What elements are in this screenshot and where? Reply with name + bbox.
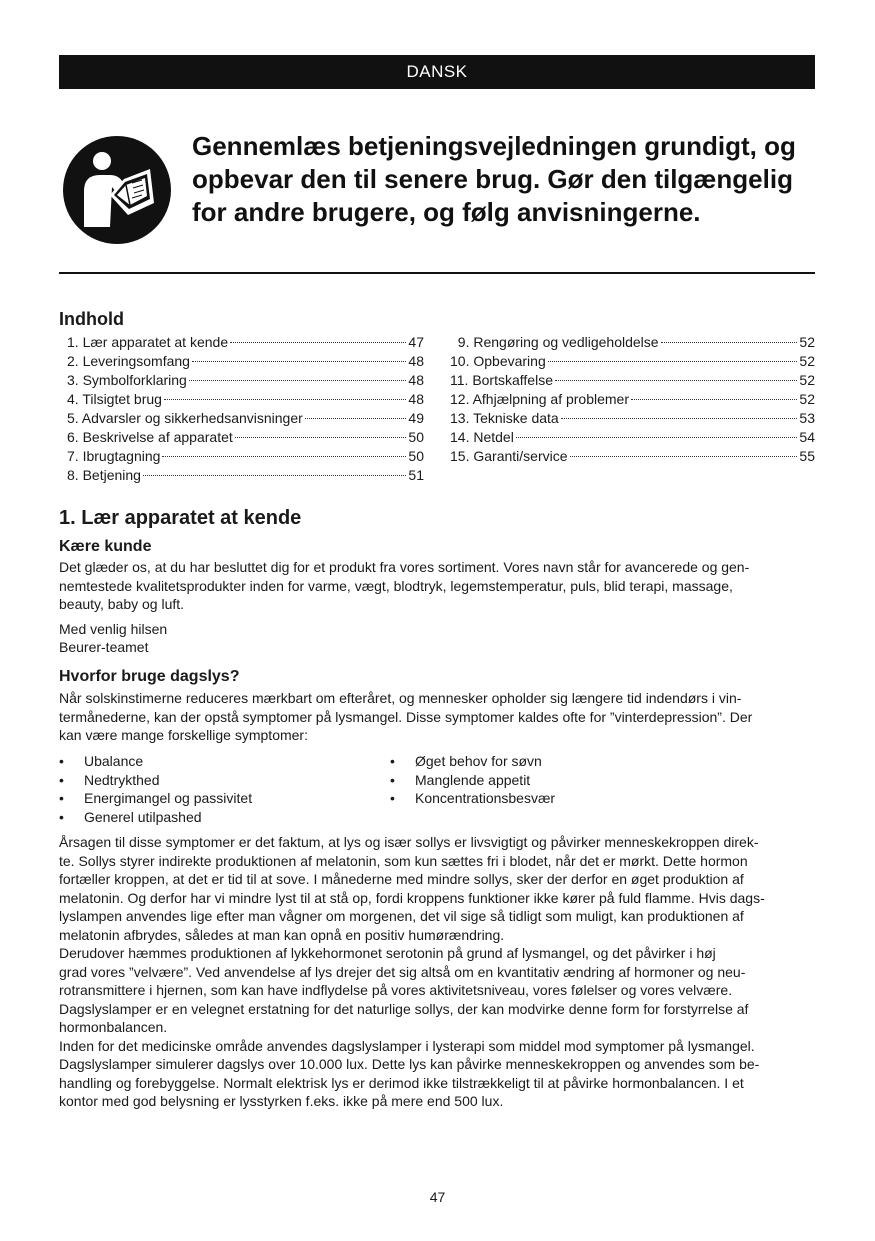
toc-entry-page: 48: [408, 353, 424, 369]
toc-title: Indhold: [59, 309, 124, 329]
toc-entry-page: 52: [799, 372, 815, 388]
bullet-marker: •: [390, 771, 395, 788]
toc-entry[interactable]: [67, 447, 424, 466]
intro-instruction: [192, 130, 822, 229]
toc-leader: [548, 361, 798, 362]
list-item: [390, 771, 555, 790]
symptom-list-right: [390, 752, 555, 808]
toc-entry[interactable]: [450, 447, 815, 466]
toc-entry-page: 50: [408, 429, 424, 445]
toc-entry-page: 53: [799, 410, 815, 426]
section-heading: 1. Lær apparatet at kende: [59, 507, 302, 529]
toc-entry-label: 10. Opbevaring: [450, 353, 546, 369]
bullet-marker: •: [390, 790, 395, 806]
toc-leader: [631, 399, 797, 400]
paragraph-line: termånederne, kan der opstå symptomer på lysmangel. Disse symptomer kaldes ofte for ”vinterdepression”. Der: [59, 708, 753, 725]
signature: Beurer-teamet: [59, 639, 149, 655]
list-item-text: Øget behov for søvn: [415, 753, 542, 769]
paragraph-line: beauty, baby og luft.: [59, 596, 185, 612]
paragraph-line: Det glæder os, at du har besluttet dig for et produkt fra vores sortiment. Vores navn står for avancerede og gen-: [59, 559, 750, 575]
intro-line: Gennemlæs betjeningsvejledningen grundigt, og: [192, 131, 796, 161]
list-item: [59, 789, 252, 808]
language-header-bar: [59, 55, 815, 89]
toc-entry[interactable]: [450, 333, 815, 352]
toc-entry-label: 5. Advarsler og sikkerhedsanvisninger: [67, 410, 303, 426]
paragraph-line: Inden for det medicinske område anvendes dagslyslamper i lysterapi som middel mod symptomer på lysmangel.: [59, 1037, 755, 1054]
subheading-dear-customer: Kære kunde: [59, 538, 152, 555]
toc-leader: [570, 456, 798, 457]
bullet-marker: •: [59, 771, 64, 788]
toc-column-right: [450, 333, 815, 466]
read-manual-icon: [62, 135, 172, 245]
toc-entry-page: 48: [408, 391, 424, 407]
toc-entry-page: 52: [799, 334, 815, 350]
toc-entry-label: 15. Garanti/service: [450, 448, 568, 464]
list-item-text: Koncentrationsbesvær: [415, 790, 556, 806]
paragraph-line: grad vores ”velvære”. Ved anvendelse af lys drejer det sig altså om en kvantitativ ændring af hormoner og neu-: [59, 963, 746, 980]
toc-entry-label: 6. Beskrivelse af apparatet: [67, 429, 233, 445]
list-item-text: Manglende appetit: [415, 771, 531, 788]
paragraph-line: melatonin afbrydes, således at man kan opnå en positiv humørændring.: [59, 926, 505, 943]
toc-entry[interactable]: [67, 371, 424, 390]
toc-entry-label: 2. Leveringsomfang: [67, 353, 190, 369]
paragraph-line: te. Sollys styrer indirekte produktionen af melatonin, som kun sættes fri i blodet, når det er mørkt. Dette hormon: [59, 852, 748, 869]
paragraph-line: melatonin. Og derfor har vi mindre lyst til at stå op, fordi kroppens funktioner ikke kører på fuld flamme. Hvis dags-: [59, 889, 765, 906]
toc-entry-label: 13. Tekniske data: [450, 410, 559, 426]
toc-entry[interactable]: [450, 428, 815, 447]
toc-entry-page: 47: [408, 334, 424, 350]
toc-entry-label: 14. Netdel: [450, 429, 514, 445]
toc-leader: [162, 456, 406, 457]
toc-entry[interactable]: [67, 466, 424, 485]
list-item-text: Energimangel og passivitet: [84, 790, 253, 806]
toc-entry-label: 1. Lær apparatet at kende: [67, 334, 229, 350]
list-item: [59, 752, 252, 771]
list-item-text: Nedtrykthed: [84, 771, 160, 788]
page-number: 47: [429, 1189, 446, 1205]
paragraph-line: nemtestede kvalitetsprodukter inden for varme, vægt, blodtryk, legemstemperatur, puls, blid terapi, massage,: [59, 577, 733, 594]
toc-leader: [192, 361, 406, 362]
bullet-marker: •: [59, 808, 64, 825]
paragraph-line: fortæller kroppen, at det er tid til at sove. I månederne med mindre sollys, sker der derfor en øget produktion af: [59, 871, 744, 887]
language-label: DANSK: [406, 62, 468, 81]
toc-leader: [661, 342, 798, 343]
toc-column-left: [67, 333, 424, 485]
why-daylight-block: [59, 667, 815, 745]
toc-leader: [164, 399, 406, 400]
toc-entry[interactable]: [450, 390, 815, 409]
body-text-block: [59, 833, 815, 1111]
toc-entry-label: 8. Betjening: [67, 467, 141, 483]
symptom-list-left: [59, 752, 252, 826]
toc-entry-label: 4. Tilsigtet brug: [67, 391, 162, 407]
toc-entry-page: 54: [799, 429, 815, 445]
list-item: [390, 752, 555, 771]
toc-leader: [555, 380, 797, 381]
toc-entry[interactable]: [67, 333, 424, 352]
paragraph-line: lyslampen anvendes lige efter man vågner om morgenen, det vil sige så tidligt som muligt, kan produktionen af: [59, 908, 744, 924]
toc-leader: [235, 437, 407, 438]
toc-entry[interactable]: [450, 352, 815, 371]
toc-leader: [305, 418, 407, 419]
intro-line: for andre brugere, og følg anvisningerne.: [192, 197, 701, 227]
toc-entry[interactable]: [450, 409, 815, 428]
toc-entry[interactable]: [450, 371, 815, 390]
toc-entry[interactable]: [67, 352, 424, 371]
bullet-marker: •: [59, 753, 64, 769]
toc-entry-page: 50: [408, 448, 424, 464]
toc-leader: [561, 418, 798, 419]
paragraph-line: handling og forebyggelse. Normalt elektrisk lys er derimod ikke tilstrækkeligt til at påvirke hormonbalancen. I et: [59, 1074, 744, 1091]
paragraph-line: Årsagen til disse symptomer er det faktum, at lys og især sollys er livsvigtigt og påvirker menneskekroppen direk-: [59, 834, 759, 850]
greeting: Med venlig hilsen: [59, 620, 168, 637]
paragraph-line: Når solskinstimerne reduceres mærkbart om efteråret, og mennesker opholder sig længere tid indendørs i vin-: [59, 690, 742, 706]
list-item-text: Generel utilpashed: [84, 808, 202, 825]
list-item: [59, 808, 252, 827]
toc-entry-label: 7. Ibrugtagning: [67, 448, 161, 464]
divider: [59, 272, 815, 274]
toc-leader: [189, 380, 407, 381]
toc-entry-page: 52: [799, 353, 815, 369]
paragraph-line: kan være mange forskellige symptomer:: [59, 727, 308, 743]
section-heading-wrap: [59, 506, 815, 530]
toc-entry-label: 12. Afhjælpning af problemer: [450, 391, 629, 407]
toc-entry-label: 11. Bortskaffelse: [450, 372, 553, 388]
list-item: [390, 789, 555, 808]
toc-leader: [516, 437, 798, 438]
bullet-marker: •: [59, 790, 64, 806]
toc-entry[interactable]: [67, 390, 424, 409]
toc-entry-page: 49: [408, 410, 424, 426]
paragraph-line: Dagslyslamper er en velegnet erstatning for det naturlige sollys, der kan modvirke denne form for forstyrrelse af: [59, 1000, 749, 1017]
intro-line: opbevar den til senere brug. Gør den tilgængelig: [192, 164, 793, 194]
list-item: [59, 771, 252, 790]
toc-entry-page: 48: [408, 372, 424, 388]
paragraph-line: hormonbalancen.: [59, 1019, 168, 1035]
paragraph-line: Dagslyslamper simulerer dagslys over 10.000 lux. Dette lys kan påvirke menneskekroppen og anvendes som be-: [59, 1056, 760, 1072]
bullet-marker: •: [390, 753, 395, 769]
toc-entry[interactable]: [67, 409, 424, 428]
list-item-text: Ubalance: [84, 753, 144, 769]
paragraph-line: Derudover hæmmes produktionen af lykkehormonet serotonin på grund af lysmangel, og det påvirker i høj: [59, 945, 716, 961]
toc-entry-page: 51: [408, 467, 424, 483]
dear-customer-block: [59, 537, 815, 657]
toc-entry-label: 3. Symbolforklaring: [67, 372, 187, 388]
paragraph-line: kontor med god belysning er lysstyrken f.eks. ikke på mere end 500 lux.: [59, 1093, 504, 1109]
toc-entry-label: 9. Rengøring og vedligeholdelse: [450, 334, 659, 350]
subheading-why-daylight: Hvorfor bruge dagslys?: [59, 668, 240, 685]
toc-leader: [230, 342, 406, 343]
toc-entry-page: 55: [799, 448, 815, 464]
toc-entry-page: 52: [799, 391, 815, 407]
toc-leader: [143, 475, 406, 476]
toc-entry[interactable]: [67, 428, 424, 447]
paragraph-line: rotransmittere i hjernen, som kan have indflydelse på vores aktivitetsniveau, vores følelser og vores velvære.: [59, 982, 733, 998]
